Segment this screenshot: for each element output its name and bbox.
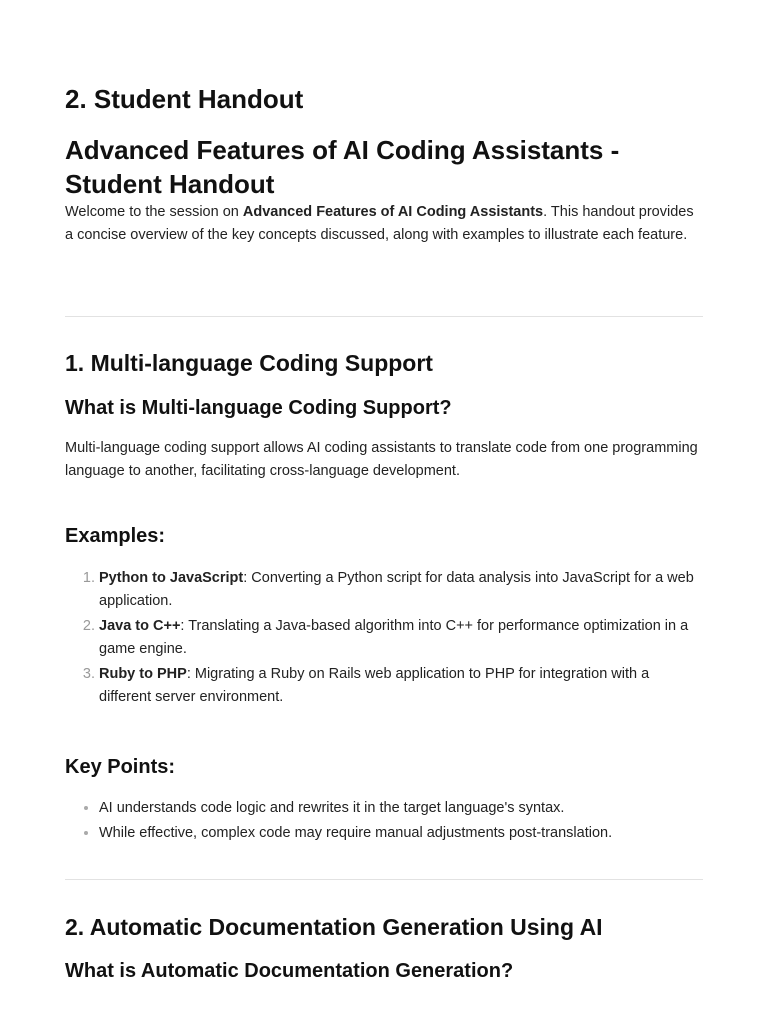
examples-list — [65, 567, 703, 711]
divider — [65, 879, 703, 880]
example-label: Ruby to PHP — [99, 666, 187, 682]
intro-bold: Advanced Features of AI Coding Assistants — [242, 204, 544, 220]
list-item — [99, 615, 703, 661]
section1-what-text: Multi-language coding support allows AI coding assistants to translate code from one programming language to another, facilitating cross-language development. — [65, 440, 698, 479]
section2-what-heading: What is Automatic Documentation Generation? — [65, 960, 514, 982]
section2-title: 2. Automatic Documentation Generation Using AI — [65, 914, 603, 940]
intro-prefix: Welcome to the session on — [65, 204, 243, 220]
example-text: : Converting a Python script for data analysis into JavaScript for a web application. — [99, 570, 694, 609]
divider — [65, 316, 703, 317]
examples-heading: Examples: — [65, 525, 166, 547]
example-text: : Translating a Java-based algorithm into C++ for performance optimization in a game engine. — [99, 618, 689, 657]
document-title: Advanced Features of AI Coding Assistants - Student Handout — [65, 135, 620, 199]
section1-what-heading: What is Multi-language Coding Support? — [65, 397, 452, 419]
list-item: • While effective, complex code may require manual adjustments post-translation. — [99, 822, 703, 845]
list-item: • AI understands code logic and rewrites it in the target language's syntax. — [99, 797, 703, 820]
list-item — [99, 567, 703, 613]
section1-title: 1. Multi-language Coding Support — [65, 350, 433, 376]
section-heading: 2. Student Handout — [65, 84, 304, 114]
intro-paragraph — [65, 201, 703, 247]
example-label: Java to C++ — [99, 618, 181, 634]
example-label: Python to JavaScript — [99, 570, 244, 586]
intro-suffix: . This handout provides a concise overview of the key concepts discussed, along with examples to illustrate each feature. — [65, 204, 694, 243]
keypoints-list — [65, 797, 703, 847]
keypoints-heading: Key Points: — [65, 756, 176, 778]
example-text: : Migrating a Ruby on Rails web application to PHP for integration with a different server environment. — [99, 666, 650, 705]
list-item — [99, 663, 703, 709]
